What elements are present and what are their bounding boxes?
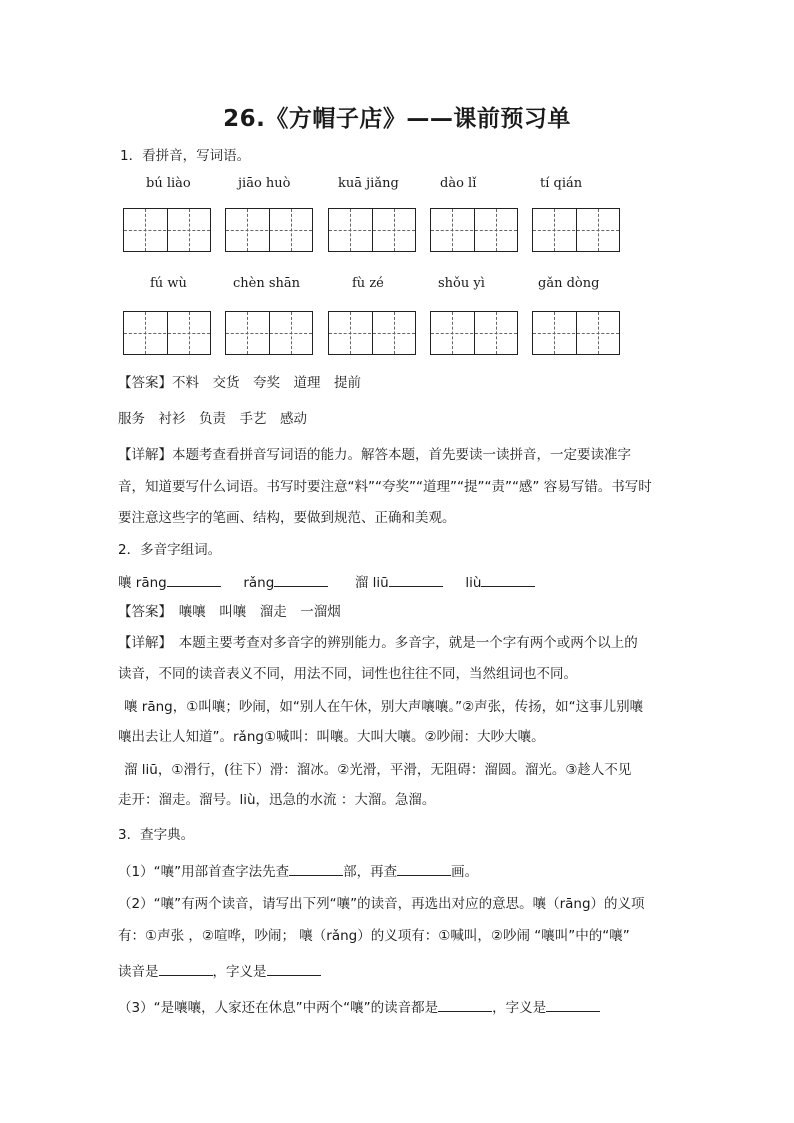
q1-heading: 1．看拼音，写词语。 xyxy=(120,148,251,164)
q2-item-label: 嚷 rāng xyxy=(118,575,167,591)
answer-blank[interactable] xyxy=(397,861,451,876)
pinyin-label: tí qián xyxy=(540,176,583,191)
writing-grid-box[interactable] xyxy=(328,208,416,252)
answer-blank[interactable] xyxy=(438,997,492,1012)
q3-sub-text: 画。 xyxy=(451,864,479,880)
q3-sub-2-fill xyxy=(118,961,321,982)
answer-blank[interactable] xyxy=(159,961,213,976)
q2-detail-line: 走开：溜走。溜号。liù，迅急的水流 ：大溜。急溜。 xyxy=(118,792,436,808)
writing-grid-box[interactable] xyxy=(225,208,313,252)
writing-grid-box[interactable] xyxy=(430,208,518,252)
pinyin-label: bú liào xyxy=(146,176,191,191)
answer-blank[interactable] xyxy=(274,572,328,587)
q1-answer-line-2: 服务 衬衫 负责 手艺 感动 xyxy=(118,411,307,427)
q2-item-label: 溜 liū xyxy=(354,575,389,591)
pinyin-label: chèn shān xyxy=(233,276,301,291)
q2-fill-row xyxy=(118,572,535,593)
q3-sub-2-line: （2）“嚷”有两个读音，请写出下列“嚷”的读音，再选出对应的意思。嚷（rāng）的义项 xyxy=(118,896,645,912)
q3-sub-1 xyxy=(118,861,478,882)
q2-detail-line: 嚷出去让人知道”。rǎng①喊叫：叫嚷。大叫大嚷。②吵闹：大吵大嚷。 xyxy=(118,729,545,745)
q2-item-label: liù xyxy=(465,575,482,591)
q2-item-label: rǎng xyxy=(243,575,275,591)
q3-sub-text: （1）“嚷”用部首查字法先查 xyxy=(118,864,290,880)
pinyin-label: fù zé xyxy=(352,276,384,291)
q2-detail-line: 溜 liū，①滑行，(往下）滑：溜冰。②光滑，平滑，无阻碍：溜圆。溜光。③趁人不见 xyxy=(124,762,632,778)
answer-blank[interactable] xyxy=(546,997,600,1012)
q1-answer-line-1: 【答案】不料 交货 夸奖 道理 提前 xyxy=(118,375,361,391)
q3-sub-3 xyxy=(118,997,600,1018)
q3-sub-text: 部，再查 xyxy=(343,864,398,880)
writing-grid-box[interactable] xyxy=(430,311,518,355)
q2-heading: 2．多音字组词。 xyxy=(118,542,222,558)
q2-detail-line: 嚷 rāng，①叫嚷；吵闹，如“别人在午休，别大声嚷嚷。”②声张，传扬，如“这事儿别嚷 xyxy=(124,699,644,715)
q1-detail-line: 要注意这些字的笔画、结构，要做到规范、正确和美观。 xyxy=(118,510,456,526)
writing-grid-box[interactable] xyxy=(123,208,211,252)
writing-grid-box[interactable] xyxy=(123,311,211,355)
answer-blank[interactable] xyxy=(289,861,343,876)
pinyin-label: jiāo huò xyxy=(238,176,291,191)
writing-grid-box[interactable] xyxy=(532,311,620,355)
pinyin-label: dào lǐ xyxy=(440,176,477,191)
q2-answer: 【答案】 嚷嚷 叫嚷 溜走 一溜烟 xyxy=(118,604,341,620)
pinyin-label: gǎn dòng xyxy=(538,276,600,291)
q3-sub-text: ，字义是 xyxy=(212,964,267,980)
writing-grid-box[interactable] xyxy=(225,311,313,355)
answer-blank[interactable] xyxy=(167,572,221,587)
writing-grid-box[interactable] xyxy=(532,208,620,252)
q1-detail-line: 【详解】本题考查看拼音写词语的能力。解答本题，首先要读一读拼音，一定要读准字 xyxy=(118,447,631,463)
answer-blank[interactable] xyxy=(389,572,443,587)
answer-blank[interactable] xyxy=(267,961,321,976)
q1-detail-line: 音，知道要写什么词语。书写时要注意“料”“夸奖”“道理”“提”“责”“感” 容易写错。书写时 xyxy=(118,479,652,495)
pinyin-label: shǒu yì xyxy=(438,276,485,291)
q3-sub-text: （3）“是嚷嚷，人家还在休息”中两个“嚷”的读音都是 xyxy=(118,1000,439,1016)
q3-sub-text: ，字义是 xyxy=(492,1000,547,1016)
pinyin-label: kuā jiǎng xyxy=(338,176,399,191)
q2-detail-line: 【详解】 本题主要考查对多音字的辨别能力。多音字，就是一个字有两个或两个以上的 xyxy=(118,635,638,651)
page-title: 26.《方帽子店》——课前预习单 xyxy=(223,106,571,132)
q2-detail-line: 读音，不同的读音表义不同，用法不同，词性也往往不同，当然组词也不同。 xyxy=(118,666,577,682)
q3-sub-text: 读音是 xyxy=(118,964,159,980)
q3-sub-2-line: 有：①声张 ，②喧哗，吵闹； 嚷（rǎng）的义项有：①喊叫，②吵闹 “嚷叫”中的“嚷” xyxy=(118,928,630,944)
writing-grid-box[interactable] xyxy=(328,311,416,355)
q3-heading: 3．查字典。 xyxy=(118,827,195,843)
pinyin-label: fú wù xyxy=(150,276,187,291)
answer-blank[interactable] xyxy=(481,572,535,587)
